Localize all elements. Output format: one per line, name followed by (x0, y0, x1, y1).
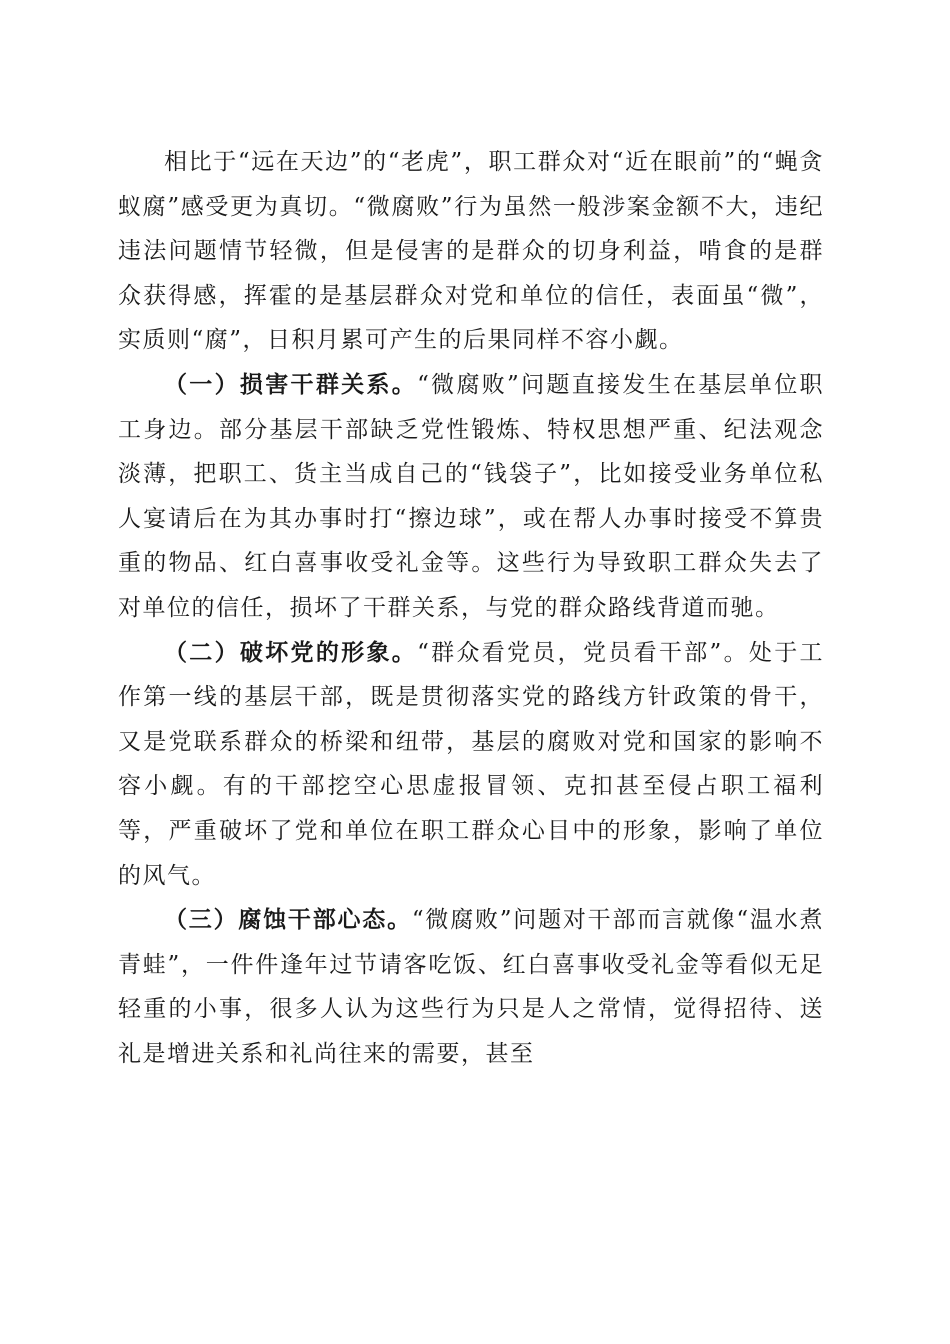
section-three-paragraph (118, 898, 824, 1076)
section-two-paragraph (118, 631, 824, 899)
section-one-paragraph (118, 363, 824, 631)
paragraph-text: “微腐败”问题直接发生在基层单位职工身边。部分基层干部缺乏党性锻炼、特权思想严重、纪法观念淡薄，把职工、货主当成自己的“钱袋子”，比如接受业务单位私人宴请后在为其办事时打“擦边球”，或在帮人办事时接受不算贵重的物品、红白喜事收受礼金等。这些行为导致职工群众失去了对单位的信任，损坏了干群关系，与党的群众路线背道而驰。 (118, 371, 824, 621)
document-page (118, 140, 824, 1076)
section-two-heading: （二）破坏党的形象。 (164, 638, 418, 666)
paragraph-text: “微腐败”问题对干部而言就像“温水煮青蛙”，一件件逢年过节请客吃饭、红白喜事收受礼金等看似无足轻重的小事，很多人认为这些行为只是人之常情，觉得招待、送礼是增进关系和礼尚往来的需要，甚至 (118, 907, 824, 1067)
section-three-heading: （三）腐蚀干部心态。 (164, 906, 412, 934)
section-one-heading: （一）损害干群关系。 (164, 370, 418, 398)
paragraph-text: “群众看党员，党员看干部”。处于工作第一线的基层干部，既是贯彻落实党的路线方针政策的骨干，又是党联系群众的桥梁和纽带，基层的腐败对党和国家的影响不容小觑。有的干部挖空心思虚报冒领、克扣甚至侵占职工福利等，严重破坏了党和单位在职工群众心目中的形象，影响了单位的风气。 (118, 639, 824, 889)
intro-paragraph (118, 140, 824, 363)
paragraph-text: 相比于“远在天边”的“老虎”，职工群众对“近在眼前”的“蝇贪蚁腐”感受更为真切。“微腐败”行为虽然一般涉案金额不大，违纪违法问题情节轻微，但是侵害的是群众的切身利益，啃食的是群众获得感，挥霍的是基层群众对党和单位的信任，表面虽“微”，实质则“腐”，日积月累可产生的后果同样不容小觑。 (118, 149, 824, 354)
